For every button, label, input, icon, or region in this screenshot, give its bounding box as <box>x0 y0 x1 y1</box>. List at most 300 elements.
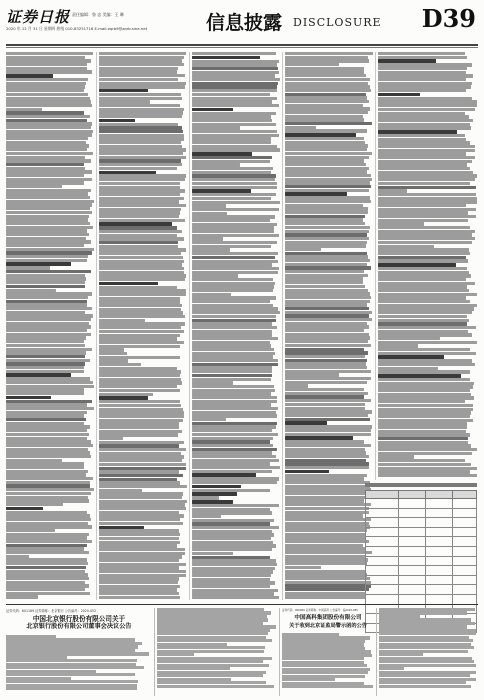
table-cell <box>399 585 426 595</box>
text-line <box>285 89 371 92</box>
text-line <box>99 93 181 96</box>
text-line <box>285 562 367 565</box>
table-header-cell <box>366 491 399 499</box>
text-line <box>285 152 372 155</box>
text-line <box>6 529 55 532</box>
text-line <box>192 481 277 484</box>
text-line <box>285 429 371 432</box>
text-line <box>285 344 371 347</box>
page-number: D39 <box>421 4 476 33</box>
text-line <box>285 111 368 114</box>
text-line <box>192 552 233 555</box>
text-line <box>6 115 90 118</box>
text-line <box>378 241 472 244</box>
text-line <box>285 588 369 591</box>
table-row <box>366 566 477 576</box>
table-cell <box>366 537 399 547</box>
text-line <box>6 233 89 236</box>
table-cell <box>452 585 476 595</box>
text-line <box>192 219 270 222</box>
table-cell <box>399 575 426 585</box>
text-line <box>99 596 180 599</box>
text-line <box>6 381 93 384</box>
text-line <box>192 78 280 81</box>
text-line <box>192 315 276 318</box>
table-cell <box>366 585 399 595</box>
text-line <box>285 52 373 55</box>
text-line <box>378 89 466 92</box>
notice-1 <box>6 608 152 696</box>
text-line <box>99 400 180 403</box>
text-line <box>285 540 369 543</box>
notice-body <box>6 635 152 690</box>
text-line <box>99 437 123 440</box>
text-line <box>6 152 93 155</box>
text-line <box>6 344 85 347</box>
table-row <box>366 556 477 566</box>
text-line <box>6 270 91 273</box>
text-line <box>192 348 274 351</box>
text-line <box>6 307 92 310</box>
table-cell <box>425 508 452 518</box>
text-line <box>99 74 185 77</box>
text-line <box>192 67 278 70</box>
text-line <box>99 163 182 166</box>
text-line <box>192 455 276 458</box>
text-line <box>99 463 186 466</box>
text-line <box>192 311 280 314</box>
text-line <box>99 304 182 307</box>
table-cell <box>366 575 399 585</box>
text-line <box>285 518 371 521</box>
text-line <box>99 63 184 66</box>
table-cell <box>452 546 476 556</box>
text-line <box>6 196 90 199</box>
text-line <box>99 326 181 329</box>
text-line <box>378 215 476 218</box>
text-line <box>378 119 473 122</box>
table-cell <box>399 537 426 547</box>
text-line <box>378 108 475 111</box>
text-line <box>285 399 371 402</box>
text-line <box>285 340 368 343</box>
text-line <box>378 400 465 403</box>
text-line <box>6 418 86 421</box>
notice-subtitle: 北京银行股份有限公司董事会决议公告 <box>26 623 132 630</box>
text-line <box>192 537 271 540</box>
text-line <box>378 267 467 270</box>
text-line <box>285 366 367 369</box>
text-line <box>99 548 185 551</box>
table-row <box>366 518 477 528</box>
text-line <box>6 507 43 511</box>
notice-body-continued <box>157 608 277 696</box>
text-line <box>378 67 467 70</box>
text-line <box>99 204 186 207</box>
table-cell <box>366 499 399 509</box>
issue-meta: 2020 年 12 月 31 日 星期四 热线 010-83251716 E-mail:zqrb9@zqrb.sina.net <box>6 26 148 31</box>
text-line <box>99 533 180 536</box>
table-cell <box>399 556 426 566</box>
text-line <box>378 156 475 159</box>
text-line <box>6 477 93 480</box>
table-cell <box>366 518 399 528</box>
table-cell <box>366 594 399 604</box>
text-line <box>99 485 187 488</box>
text-line <box>6 566 86 569</box>
text-line <box>6 174 84 177</box>
text-line <box>99 256 183 259</box>
text-column-4 <box>285 52 373 600</box>
text-line <box>6 433 89 436</box>
text-line <box>378 193 476 196</box>
text-line <box>378 252 470 255</box>
text-line <box>192 548 272 551</box>
table-cell <box>366 566 399 576</box>
text-line <box>192 418 226 421</box>
text-line <box>379 685 471 688</box>
text-line <box>6 137 88 140</box>
text-line <box>99 459 182 462</box>
table-row <box>366 546 477 556</box>
text-line <box>192 104 279 107</box>
text-line <box>378 93 420 97</box>
table-cell <box>452 594 476 604</box>
table-cell <box>452 575 476 585</box>
text-line <box>6 551 89 554</box>
text-line <box>192 156 272 159</box>
table-row <box>366 575 477 585</box>
notice-body <box>379 608 477 688</box>
text-line <box>378 448 477 451</box>
text-line <box>285 248 321 251</box>
text-line <box>378 326 476 329</box>
text-line <box>192 596 279 599</box>
text-line <box>285 122 372 125</box>
text-line <box>192 370 272 373</box>
text-line <box>378 337 440 340</box>
text-line <box>285 355 365 358</box>
text-line <box>285 577 370 580</box>
text-line <box>99 385 177 388</box>
text-line <box>192 252 278 255</box>
text-line <box>192 52 276 55</box>
text-line <box>99 363 141 366</box>
text-line <box>285 551 372 554</box>
text-line <box>6 329 87 332</box>
notice-code: 证券代码：601169 证券简称：北京银行 公告编号：2020-052 <box>6 609 97 613</box>
column-divider <box>279 608 280 696</box>
text-line <box>99 89 148 93</box>
text-line <box>99 592 179 595</box>
text-line <box>285 174 371 177</box>
text-line <box>378 204 466 207</box>
text-line <box>192 337 278 340</box>
text-column-1 <box>6 52 94 600</box>
text-line <box>378 237 475 240</box>
text-line <box>285 503 371 506</box>
table-cell <box>425 518 452 528</box>
text-line <box>99 559 179 562</box>
text-line <box>285 78 370 81</box>
text-line <box>99 230 182 233</box>
text-line <box>6 466 84 469</box>
text-line <box>378 426 467 429</box>
table-cell <box>366 527 399 537</box>
text-line <box>99 415 184 418</box>
table-cell <box>452 499 476 509</box>
text-line <box>6 392 84 395</box>
text-line <box>99 152 183 155</box>
notice-subtitle: 关于收到北京证监局警示函的公告 <box>289 623 367 629</box>
notice-title: 中国北京银行股份有限公司关于 <box>32 615 126 623</box>
table-header-cell <box>399 491 426 499</box>
text-line <box>378 363 475 366</box>
text-line <box>99 426 179 429</box>
notice-3 <box>379 608 477 696</box>
table-cell <box>425 537 452 547</box>
text-line <box>6 687 137 690</box>
table-row <box>366 594 477 604</box>
text-line <box>285 222 365 225</box>
text-line <box>285 281 363 284</box>
text-line <box>378 300 470 303</box>
text-line <box>192 197 271 200</box>
text-line <box>6 407 94 410</box>
notice-code: 证券代码：000000 证券简称：中国高科 公告编号：临2020-085 <box>282 609 358 612</box>
text-line <box>285 466 369 469</box>
table-cell <box>366 508 399 518</box>
table-cell <box>399 508 426 518</box>
text-line <box>285 296 371 299</box>
text-line <box>6 89 84 92</box>
text-line <box>99 167 177 170</box>
text-line <box>99 518 180 521</box>
text-line <box>99 315 185 318</box>
text-line <box>99 293 186 296</box>
text-line <box>6 518 91 521</box>
table-cell <box>399 499 426 509</box>
table-cell <box>425 527 452 537</box>
text-line <box>6 562 88 565</box>
text-line <box>378 52 465 55</box>
text-line <box>378 167 470 170</box>
text-line <box>192 267 279 270</box>
text-line <box>285 211 368 214</box>
text-line <box>99 404 181 407</box>
text-line <box>192 300 270 303</box>
text-line <box>192 193 276 196</box>
column-divider <box>282 52 283 600</box>
text-line <box>99 193 180 196</box>
text-line <box>192 504 279 507</box>
text-line <box>6 366 84 369</box>
text-line <box>192 326 277 329</box>
text-line <box>192 396 277 399</box>
notice-2 <box>282 608 374 696</box>
text-line <box>99 522 183 525</box>
text-line <box>378 130 457 134</box>
text-column-5 <box>378 52 477 478</box>
text-line <box>192 500 233 504</box>
text-line <box>99 448 186 451</box>
text-line <box>378 78 466 81</box>
text-line <box>378 134 465 137</box>
text-line <box>285 444 371 447</box>
table-cell <box>366 556 399 566</box>
table-cell <box>425 566 452 576</box>
column-divider <box>154 608 155 696</box>
text-line <box>99 330 184 333</box>
text-line <box>192 444 273 447</box>
table-cell <box>452 566 476 576</box>
text-line <box>285 185 371 188</box>
text-line <box>99 241 178 244</box>
text-line <box>99 52 186 55</box>
text-line <box>192 256 275 259</box>
notice-title: 中国高科集团股份有限公司 <box>294 615 362 621</box>
section-title-en: DISCLOSURE <box>293 16 382 29</box>
table-cell <box>425 594 452 604</box>
text-line <box>157 685 274 688</box>
masthead-rule-thin <box>6 47 478 48</box>
text-line <box>378 315 467 318</box>
text-line <box>285 200 371 203</box>
text-line <box>99 252 181 255</box>
text-line <box>192 130 277 133</box>
text-line <box>6 255 88 258</box>
text-line <box>285 470 329 474</box>
section-title: 信息披露 <box>206 12 283 34</box>
text-line <box>192 119 272 122</box>
table-header-cell <box>452 491 476 499</box>
text-line <box>192 241 277 244</box>
text-line <box>99 352 127 355</box>
text-line <box>6 444 93 447</box>
text-line <box>6 355 85 358</box>
masthead <box>6 4 478 44</box>
text-line <box>285 388 364 391</box>
text-line <box>378 474 477 477</box>
text-line <box>6 93 88 96</box>
text-line <box>378 289 469 292</box>
text-line <box>378 415 470 418</box>
text-line <box>99 496 182 499</box>
column-divider <box>96 52 97 600</box>
text-line <box>6 126 91 129</box>
text-line <box>192 526 279 529</box>
text-line <box>99 119 135 123</box>
table-cell <box>366 546 399 556</box>
text-line <box>378 348 470 351</box>
text-line <box>6 207 90 210</box>
text-line <box>192 208 279 211</box>
text-line <box>192 485 241 489</box>
table-cell <box>399 594 426 604</box>
text-line <box>6 488 94 491</box>
text-line <box>99 267 184 270</box>
newspaper-logo: 证券日报 <box>6 8 71 26</box>
text-line <box>192 278 273 281</box>
table-cell <box>452 508 476 518</box>
text-line <box>6 588 85 591</box>
text-line <box>192 574 271 577</box>
table-row <box>366 527 477 537</box>
text-line <box>378 182 470 185</box>
text-line <box>378 463 471 466</box>
text-line <box>192 359 278 362</box>
text-line <box>192 108 233 112</box>
text-line <box>285 137 364 140</box>
text-line <box>99 537 179 540</box>
text-line <box>99 115 182 118</box>
text-line <box>285 492 371 495</box>
text-line <box>6 285 85 288</box>
text-line <box>285 74 366 77</box>
text-line <box>6 455 91 458</box>
text-line <box>285 285 365 288</box>
text-line <box>378 311 472 314</box>
table-header-cell <box>425 491 452 499</box>
table-row <box>366 537 477 547</box>
editor-credit: 责任编辑：鲁 忠 美编：王 琳 <box>72 12 124 17</box>
text-line <box>99 104 180 107</box>
text-line <box>6 492 91 495</box>
text-line <box>285 595 366 598</box>
text-line <box>99 182 180 185</box>
text-line <box>192 56 260 60</box>
text-line <box>285 455 369 458</box>
text-line <box>285 329 364 332</box>
text-line <box>285 318 372 321</box>
table-row <box>366 508 477 518</box>
table-caption <box>365 483 477 487</box>
text-line <box>192 182 277 185</box>
text-line <box>99 78 178 81</box>
text-line <box>192 289 273 292</box>
text-column-3 <box>192 52 280 600</box>
text-line <box>378 263 456 267</box>
text-line <box>192 429 272 432</box>
text-line <box>6 63 87 66</box>
text-line <box>192 563 277 566</box>
text-line <box>378 226 470 229</box>
text-line <box>285 481 370 484</box>
text-line <box>6 281 85 284</box>
text-line <box>99 474 183 477</box>
text-line <box>378 278 466 281</box>
table-cell <box>425 585 452 595</box>
text-line <box>378 145 475 148</box>
text-line <box>6 52 93 55</box>
text-line <box>6 396 51 400</box>
text-column-2 <box>99 52 187 600</box>
text-line <box>285 403 365 406</box>
text-line <box>99 581 178 584</box>
text-line <box>378 378 470 381</box>
text-line <box>6 577 89 580</box>
masthead-rule <box>6 44 478 46</box>
text-line <box>282 685 373 688</box>
text-line <box>285 414 368 417</box>
text-line <box>99 215 179 218</box>
text-line <box>378 459 465 462</box>
text-line <box>285 148 367 151</box>
text-line <box>99 507 186 510</box>
text-line <box>99 178 185 181</box>
text-line <box>99 570 186 573</box>
text-line <box>378 404 473 407</box>
